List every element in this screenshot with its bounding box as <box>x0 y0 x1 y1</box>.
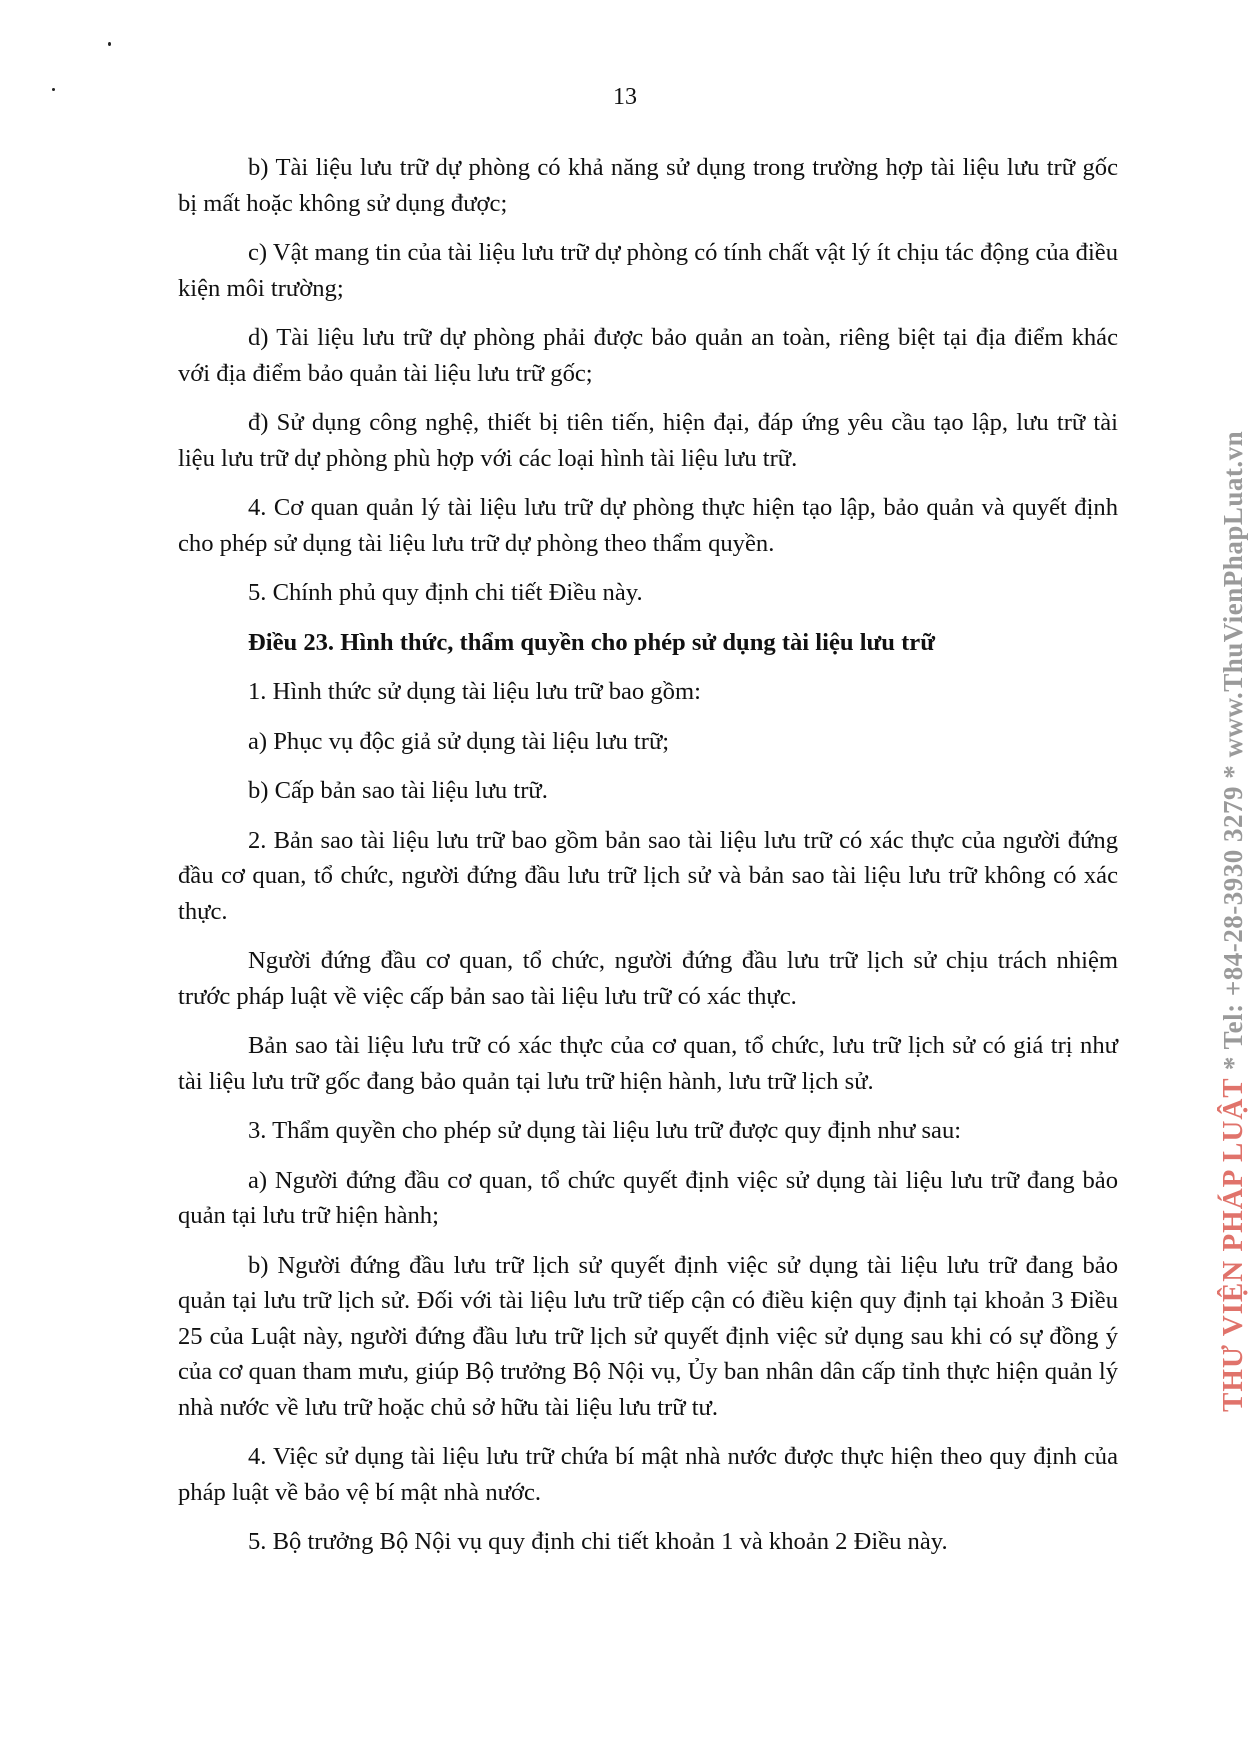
paragraph: Người đứng đầu cơ quan, tổ chức, người đứng đầu lưu trữ lịch sử chịu trách nhiệm trước pháp luật về việc cấp bản sao tài liệu lưu trữ có xác thực. <box>178 947 1118 1010</box>
watermark-contact: * Tel: +84-28-3930 3279 * www.ThuVienPhapLuat.vn <box>1218 430 1248 1071</box>
paragraph: c) Vật mang tin của tài liệu lưu trữ dự phòng có tính chất vật lý ít chịu tác động của điều kiện môi trường; <box>178 239 1118 302</box>
paragraph: 4. Cơ quan quản lý tài liệu lưu trữ dự phòng thực hiện tạo lập, bảo quản và quyết định cho phép sử dụng tài liệu lưu trữ dự phòng theo thẩm quyền. <box>178 494 1118 557</box>
paragraph: 5. Chính phủ quy định chi tiết Điều này. <box>248 579 643 606</box>
paragraph: a) Người đứng đầu cơ quan, tổ chức quyết định việc sử dụng tài liệu lưu trữ đang bảo quản tại lưu trữ hiện hành; <box>178 1166 1118 1229</box>
watermark-title: THƯ VIỆN PHÁP LUẬT <box>1217 1077 1249 1412</box>
paragraph: 1. Hình thức sử dụng tài liệu lưu trữ bao gồm: <box>248 678 701 705</box>
paragraph: 5. Bộ trưởng Bộ Nội vụ quy định chi tiết khoản 1 và khoản 2 Điều này. <box>248 1528 948 1555</box>
document-body <box>178 150 1118 1574</box>
paragraph: b) Người đứng đầu lưu trữ lịch sử quyết định việc sử dụng tài liệu lưu trữ đang bảo quản tại lưu trữ lịch sử. Đối với tài liệu lưu trữ tiếp cận có điều kiện quy định tại khoản 3 Điều 25 của Luật này, người đứng đầu lưu trữ lịch sử quyết định việc sử dụng sau khi có sự đồng ý của cơ quan tham mưu, giúp Bộ trưởng Bộ Nội vụ, Ủy ban nhân dân cấp tỉnh thực hiện quản lý nhà nước về lưu trữ hoặc chủ sở hữu tài liệu lưu trữ tư. <box>178 1251 1118 1421</box>
watermark <box>1217 431 1250 1412</box>
paragraph: đ) Sử dụng công nghệ, thiết bị tiên tiến, hiện đại, đáp ứng yêu cầu tạo lập, lưu trữ tài liệu lưu trữ dự phòng phù hợp với các loại hình tài liệu lưu trữ. <box>178 409 1118 472</box>
paragraph: Bản sao tài liệu lưu trữ có xác thực của cơ quan, tổ chức, lưu trữ lịch sử có giá trị như tài liệu lưu trữ gốc đang bảo quản tại lưu trữ hiện hành, lưu trữ lịch sử. <box>178 1032 1118 1095</box>
paragraph: b) Cấp bản sao tài liệu lưu trữ. <box>248 777 548 804</box>
scan-speck <box>108 42 111 46</box>
article-heading: Điều 23. Hình thức, thẩm quyền cho phép sử dụng tài liệu lưu trữ <box>248 628 935 656</box>
paragraph: 3. Thẩm quyền cho phép sử dụng tài liệu lưu trữ được quy định như sau: <box>248 1117 962 1144</box>
paragraph: 4. Việc sử dụng tài liệu lưu trữ chứa bí mật nhà nước được thực hiện theo quy định của pháp luật về bảo vệ bí mật nhà nước. <box>178 1443 1118 1506</box>
paragraph: 2. Bản sao tài liệu lưu trữ bao gồm bản sao tài liệu lưu trữ có xác thực của người đứng đầu cơ quan, tổ chức, người đứng đầu lưu trữ lịch sử và bản sao tài liệu lưu trữ không có xác thực. <box>178 826 1118 925</box>
page-number: 13 <box>613 84 637 110</box>
paragraph: b) Tài liệu lưu trữ dự phòng có khả năng sử dụng trong trường hợp tài liệu lưu trữ gốc bị mất hoặc không sử dụng được; <box>178 154 1118 217</box>
paragraph: d) Tài liệu lưu trữ dự phòng phải được bảo quản an toàn, riêng biệt tại địa điểm khác với địa điểm bảo quản tài liệu lưu trữ gốc; <box>178 324 1118 387</box>
paragraph: a) Phục vụ độc giả sử dụng tài liệu lưu trữ; <box>248 727 670 755</box>
